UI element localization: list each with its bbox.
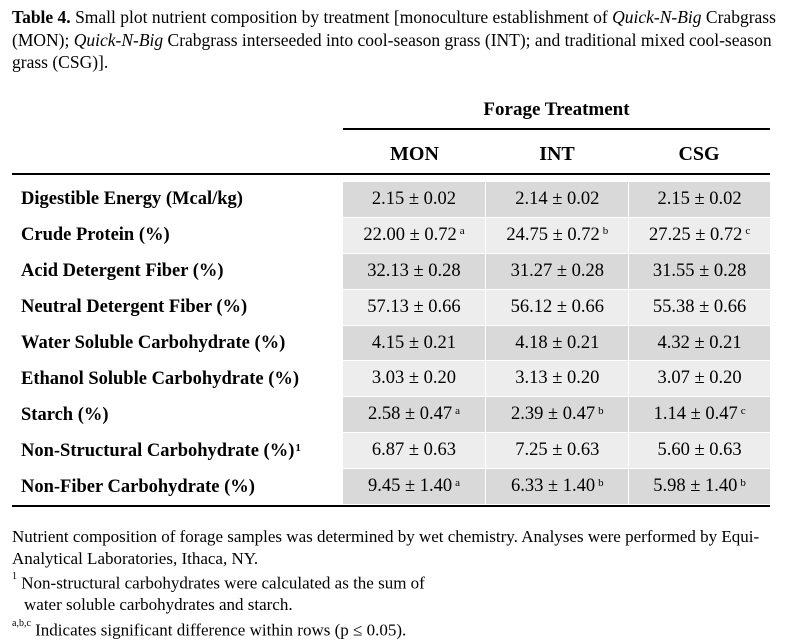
- value-text: 2.58 ± 0.47: [367, 404, 453, 425]
- value-cell-mon: [343, 182, 486, 217]
- row-label: [12, 254, 343, 290]
- table-label: Table 4.: [12, 7, 71, 27]
- value-cell-mon: [343, 469, 486, 504]
- row-label-text: Crude Protein (%): [21, 225, 170, 246]
- footnote-1: [12, 569, 782, 594]
- value-cell-csg: [629, 254, 770, 289]
- forage-treatment-header: Forage Treatment: [483, 99, 630, 120]
- significance-letter: b: [598, 476, 604, 489]
- value-text: 2.15 ± 0.02: [657, 188, 742, 209]
- value-cell-int: [486, 433, 628, 468]
- row-label-text: Acid Detergent Fiber (%): [21, 261, 224, 282]
- value-text: 2.14 ± 0.02: [515, 188, 600, 209]
- table-row: [12, 397, 770, 433]
- footnote-1-continued: water soluble carbohydrates and starch.: [24, 595, 293, 615]
- group-header-rule: [343, 128, 770, 130]
- table-notes: [12, 526, 782, 641]
- significance-letter: c: [745, 225, 751, 238]
- significance-letter: a: [455, 476, 460, 489]
- value-text: 22.00 ± 0.72: [363, 224, 457, 245]
- caption-text-3: Crabgrass interseeded into cool-season grass (INT); and traditional mixed cool-season grass (CSG)].: [12, 29, 772, 72]
- value-text: 55.38 ± 0.66: [652, 296, 747, 317]
- value-cell-csg: [629, 397, 770, 432]
- caption-variety-1: Quick-N-Big: [612, 7, 702, 27]
- row-label: [12, 397, 343, 433]
- table-caption: [12, 6, 782, 74]
- value-text: 3.03 ± 0.20: [371, 368, 457, 389]
- value-cell-mon: [343, 254, 486, 289]
- value-text: 57.13 ± 0.66: [367, 296, 461, 317]
- method-note: Nutrient composition of forage samples was determined by wet chemistry. Analyses were performed by Equi-Analytical Laboratories, Ithaca, NY.: [12, 527, 760, 568]
- value-cell-int: [486, 218, 628, 253]
- significance-letter: c: [740, 404, 746, 417]
- significance-letter: a: [459, 225, 465, 238]
- column-header-int: INT: [539, 143, 575, 165]
- row-label-text: Digestible Energy (Mcal/kg): [21, 189, 243, 210]
- row-label-text: Ethanol Soluble Carbohydrate (%): [21, 368, 300, 389]
- value-cell-mon: [343, 361, 486, 396]
- value-text: 31.55 ± 0.28: [652, 260, 747, 281]
- value-cell-mon: [343, 218, 486, 253]
- value-text: 2.15 ± 0.02: [371, 188, 457, 209]
- value-cell-csg: [629, 433, 770, 468]
- table-row: [12, 361, 770, 397]
- value-cell-mon: [343, 326, 486, 361]
- row-label-text: Starch (%): [21, 404, 109, 425]
- value-cell-int: [486, 469, 628, 504]
- value-text: 6.87 ± 0.63: [371, 440, 457, 461]
- table-row: [12, 469, 770, 505]
- value-cell-int: [486, 182, 628, 217]
- footnote-2: [12, 616, 782, 641]
- value-text: 4.15 ± 0.21: [371, 332, 457, 353]
- value-cell-int: [486, 361, 628, 396]
- value-text: 1.14 ± 0.47: [653, 404, 738, 425]
- column-header-csg: CSG: [678, 143, 720, 165]
- footnote-1-mark: 1: [12, 571, 17, 582]
- value-text: 6.33 ± 1.40: [510, 476, 596, 497]
- value-text: 56.12 ± 0.66: [510, 296, 604, 317]
- value-cell-mon: [343, 433, 486, 468]
- caption-text-1: Small plot nutrient composition by treatment [monoculture establishment of: [70, 7, 613, 27]
- table-row: [12, 254, 770, 290]
- table-body: [12, 182, 770, 505]
- row-label: [12, 290, 343, 326]
- row-label: [12, 182, 343, 218]
- value-text: 3.13 ± 0.20: [515, 368, 600, 389]
- value-text: 5.98 ± 1.40: [653, 476, 738, 497]
- significance-letter: b: [602, 225, 609, 238]
- row-label-text: Water Soluble Carbohydrate (%): [21, 333, 286, 353]
- value-cell-int: [486, 290, 628, 325]
- row-label-footnote-mark: 1: [295, 442, 301, 455]
- table-top-rule: [12, 173, 770, 175]
- caption-text-2: Crabgrass (MON);: [12, 7, 776, 50]
- value-cell-csg: [629, 361, 770, 396]
- table-row: [12, 433, 770, 469]
- value-text: 5.60 ± 0.63: [657, 440, 742, 461]
- table-row: [12, 182, 770, 218]
- column-header-mon: MON: [390, 143, 439, 165]
- value-text: 32.13 ± 0.28: [367, 260, 461, 281]
- value-cell-csg: [629, 469, 770, 504]
- footnote-2-mark: a,b,c: [12, 617, 31, 629]
- row-label: [12, 326, 343, 362]
- row-label: [12, 469, 343, 505]
- value-text: 2.39 ± 0.47: [510, 404, 596, 425]
- value-cell-csg: [629, 182, 770, 217]
- value-text: 31.27 ± 0.28: [510, 260, 604, 281]
- row-label: [12, 433, 343, 469]
- value-text: 24.75 ± 0.72: [506, 224, 600, 245]
- value-cell-csg: [629, 218, 770, 253]
- table-row: [12, 218, 770, 254]
- row-label-text: Non-Structural Carbohydrate (%): [21, 440, 295, 461]
- value-text: 27.25 ± 0.72: [648, 224, 743, 245]
- footnote-2-text: Indicates significant difference within rows (p ≤ 0.05).: [30, 620, 407, 640]
- significance-letter: a: [455, 404, 460, 417]
- value-text: 7.25 ± 0.63: [515, 440, 600, 461]
- footnote-1-text: Non-structural carbohydrates were calculated as the sum of: [17, 573, 425, 593]
- value-cell-int: [486, 397, 628, 432]
- significance-letter: b: [598, 404, 604, 417]
- value-text: 9.45 ± 1.40: [367, 476, 453, 497]
- significance-letter: b: [740, 476, 746, 489]
- table-bottom-rule: [12, 505, 770, 507]
- value-text: 4.18 ± 0.21: [515, 332, 600, 353]
- row-label: [12, 361, 343, 397]
- value-text: 4.32 ± 0.21: [657, 332, 742, 353]
- value-cell-csg: [629, 290, 770, 325]
- value-cell-csg: [629, 326, 770, 361]
- row-label-text: Neutral Detergent Fiber (%): [21, 297, 248, 318]
- value-cell-mon: [343, 290, 486, 325]
- table-row: [12, 290, 770, 326]
- value-cell-mon: [343, 397, 486, 432]
- row-label-text: Non-Fiber Carbohydrate (%): [21, 476, 255, 497]
- value-cell-int: [486, 254, 628, 289]
- row-label: [12, 218, 343, 254]
- value-cell-int: [486, 326, 628, 361]
- caption-variety-2: Quick-N-Big: [73, 29, 164, 50]
- table-row: [12, 326, 770, 362]
- value-text: 3.07 ± 0.20: [657, 368, 742, 389]
